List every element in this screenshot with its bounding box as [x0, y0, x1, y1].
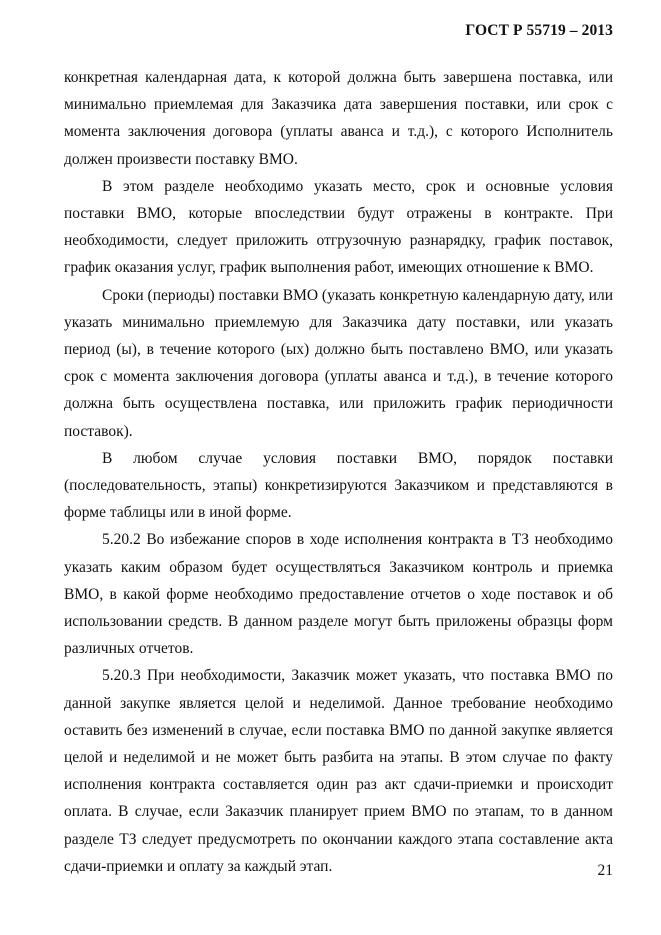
page-number: 21	[597, 862, 613, 879]
paragraph-delivery-section: В этом разделе необходимо указать место, срок и основные условия поставки ВМО, которые впоследствии будут отражены в контракте. При необходимости, следует приложить отгрузочную разнарядку, график поставок, график оказания услуг, график выполнения работ, имеющих отношение к ВМО.	[64, 177, 613, 277]
document-header-standard-id: ГОСТ Р 55719 – 2013	[465, 22, 613, 39]
paragraph-delivery-conditions: В любом случае условия поставки ВМО, порядок поставки (последовательность, этапы) конкретизируются Заказчиком и представляются в форме таблицы или в иной форме.	[64, 449, 613, 522]
paragraph-5-20-3: 5.20.3 При необходимости, Заказчик может указать, что поставка ВМО по данной закупке является целой и неделимой. Данное требование необходимо оставить без изменений в случае, если поставка ВМО по данной закупке является целой и неделимой и не может быть разбита на этапы. В этом случае по факту исполнения контракта составляется один раз акт сдачи-приемки и происходит оплата. В случае, если Заказчик планирует прием ВМО по этапам, то в данном разделе ТЗ следует предусмотреть по окончании каждого этапа составление акта сдачи-приемки и оплату за каждый этап.	[64, 667, 613, 875]
paragraph-5-20-2: 5.20.2 Во избежание споров в ходе исполнения контракта в ТЗ необходимо указать каким образом будет осуществляться Заказчиком контроль и приемка ВМО, в какой форме необходимо предоставление отчетов о ходе поставок и об использовании средств. В данном разделе могут быть приложены образцы форм различных отчетов.	[64, 531, 613, 658]
paragraph-continuation: конкретная календарная дата, к которой должна быть завершена поставка, или минимально приемлемая для Заказчика дата завершения поставки, или срок с момента заключения договора (уплаты аванса и т.д.), с которого Исполнитель должен произвести поставку ВМО.	[64, 69, 613, 168]
paragraph-delivery-periods: Сроки (периоды) поставки ВМО (указать конкретную календарную дату, или указать минимально приемлемую для Заказчика дату поставки, или указать период (ы), в течение которого (ых) должно быть поставлено ВМО, или указать срок с момента заключения договора (уплаты аванса и т.д.), в течение которого должна быть осуществлена поставка, или приложить график периодичности поставок).	[64, 286, 613, 440]
document-body	[64, 64, 613, 880]
